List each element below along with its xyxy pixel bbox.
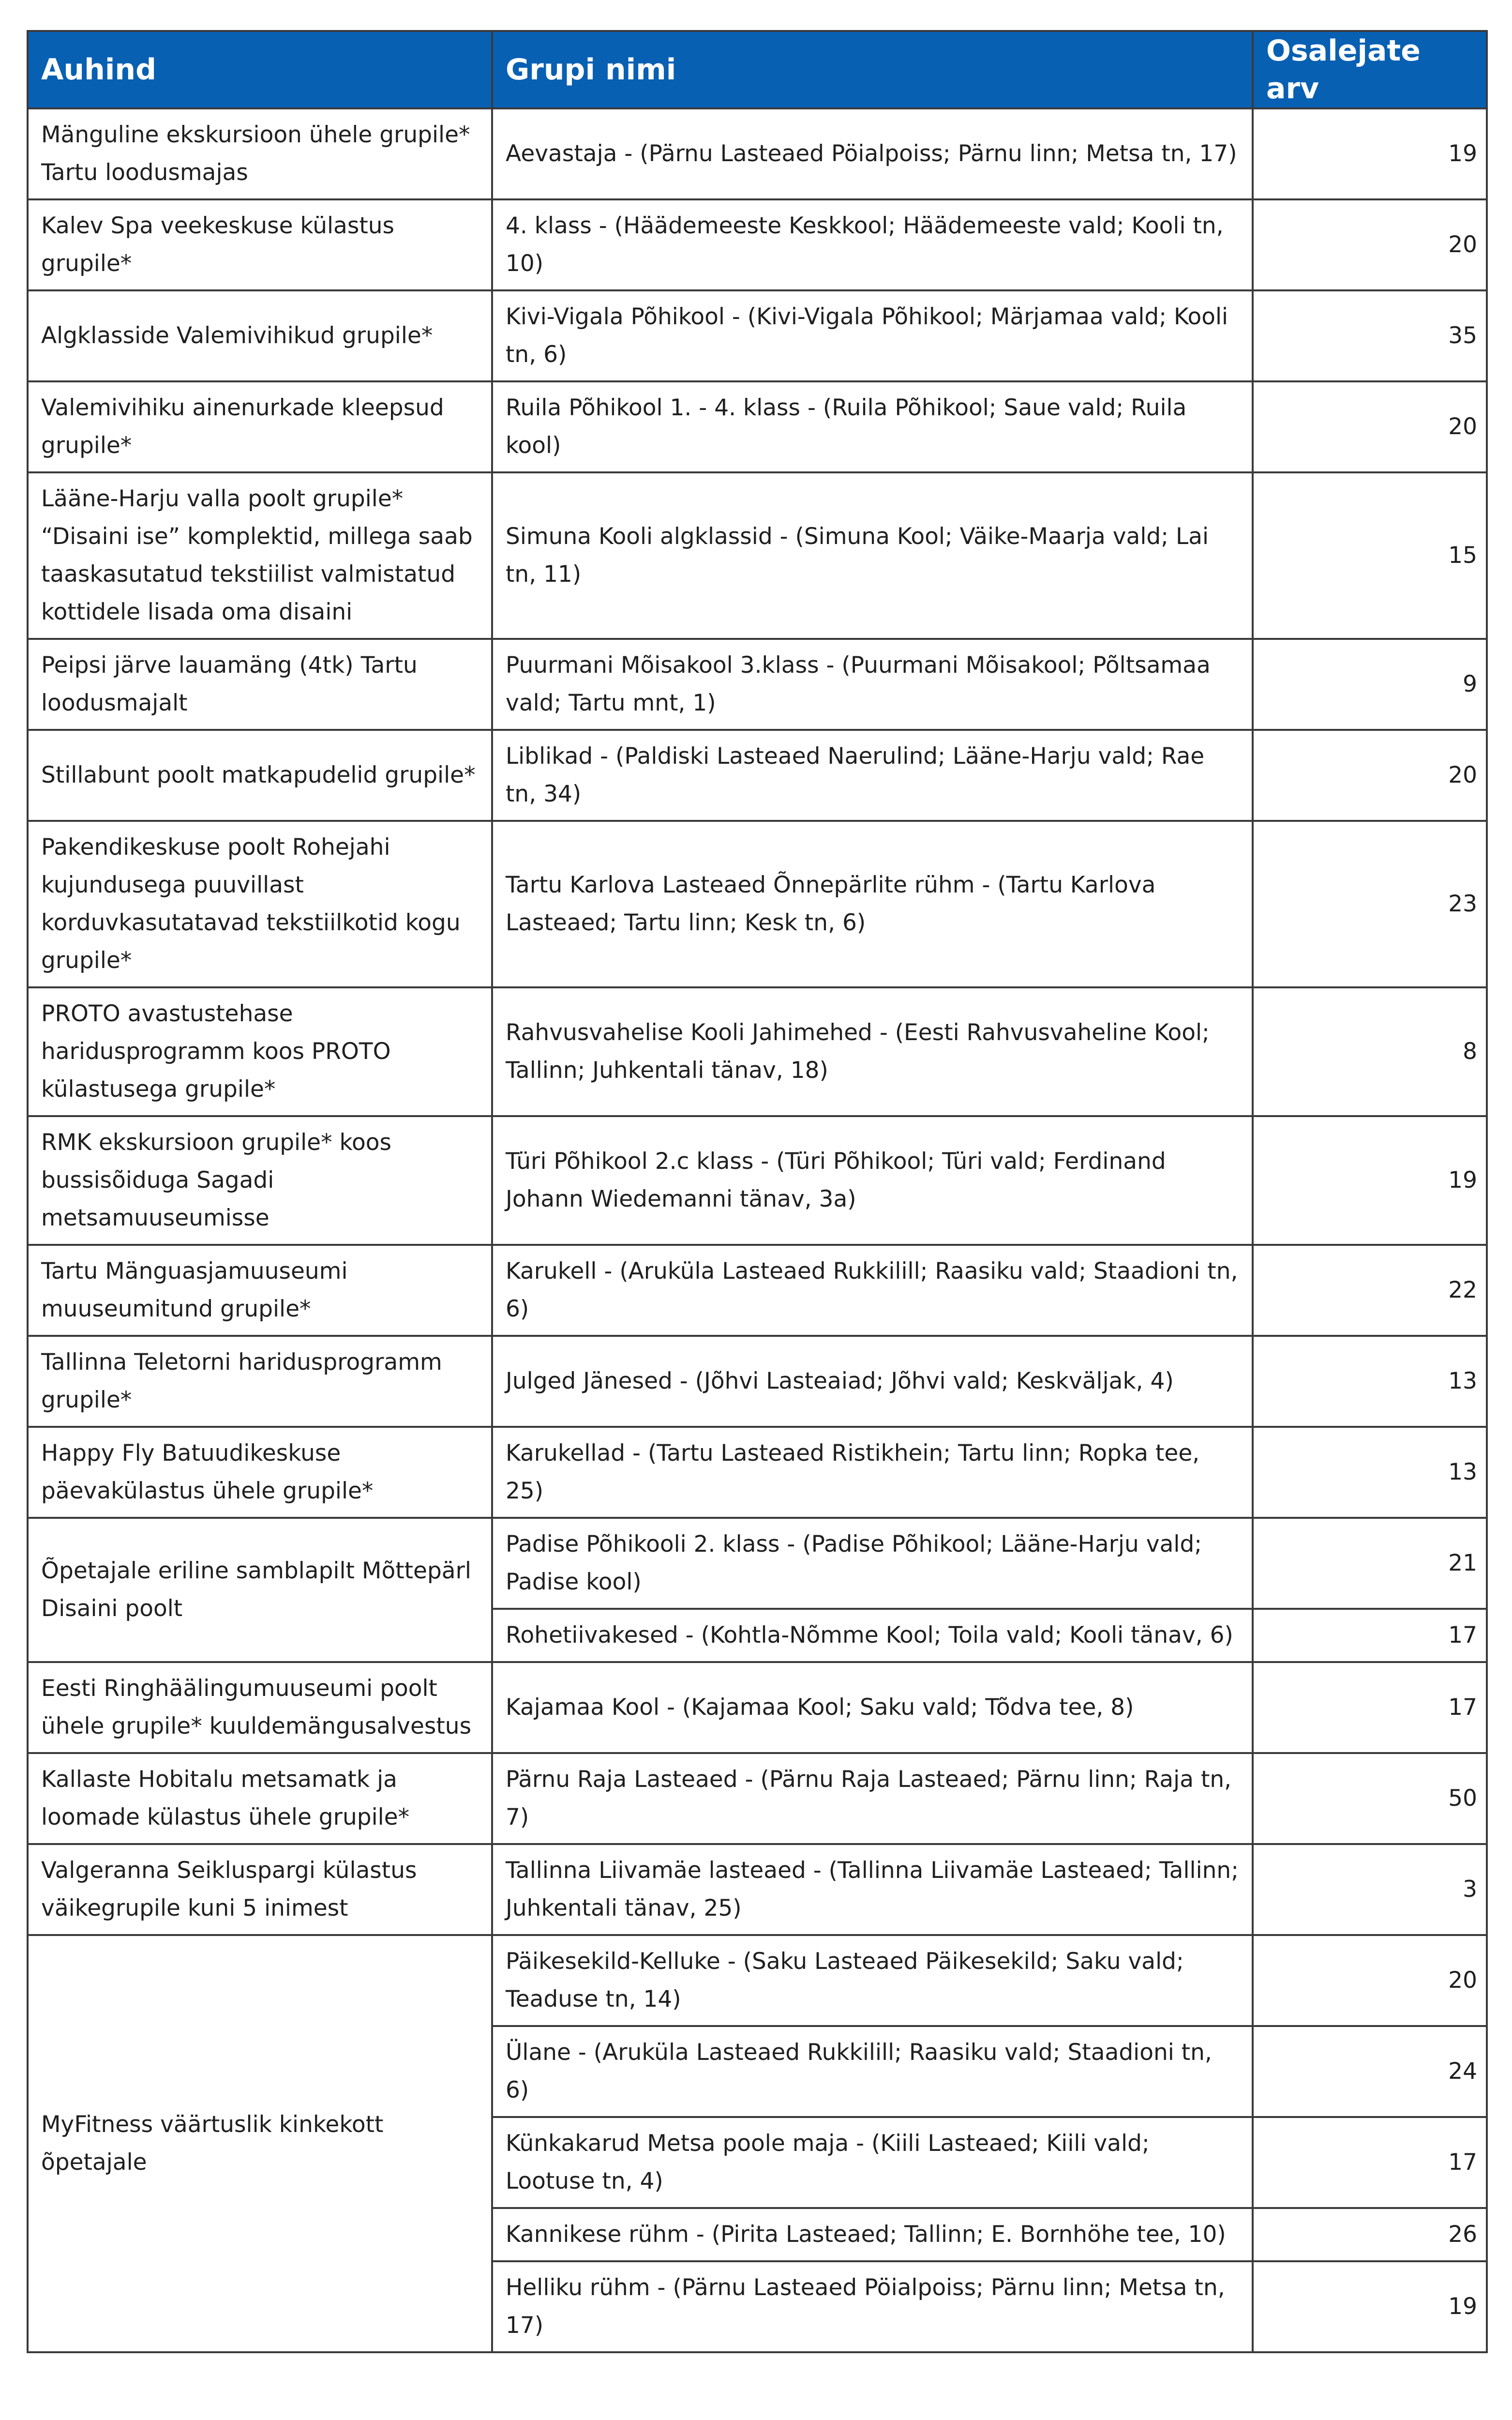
group-name-cell: Päikesekild-Kelluke - (Saku Lasteaed Päikesekild; Saku vald; Teaduse tn, 14): [492, 1935, 1253, 2026]
group-name-cell: Kivi-Vigala Põhikool - (Kivi-Vigala Põhikool; Märjamaa vald; Kooli tn, 6): [492, 290, 1253, 381]
participant-count-cell: 20: [1253, 730, 1487, 821]
prize-cell: Valemivihiku ainenurkade kleepsud grupile*: [28, 381, 492, 472]
participant-count-cell: 17: [1253, 2117, 1487, 2208]
header-prize: Auhind: [28, 31, 492, 108]
prize-cell: Pakendikeskuse poolt Rohejahi kujundusega puuvillast korduvkasutatavad tekstiilkotid kogu grupile*: [28, 821, 492, 987]
group-name-cell: Rohetiivakesed - (Kohtla-Nõmme Kool; Toila vald; Kooli tänav, 6): [492, 1609, 1253, 1662]
prize-cell: Valgeranna Seikluspargi külastus väikegrupile kuni 5 inimest: [28, 1844, 492, 1935]
table-body: [28, 108, 1487, 2352]
table-row: [28, 821, 1487, 987]
participant-count-cell: 3: [1253, 1844, 1487, 1935]
participant-count-cell: 35: [1253, 290, 1487, 381]
participant-count-cell: 21: [1253, 1518, 1487, 1609]
table-row: [28, 1753, 1487, 1844]
participant-count-cell: 13: [1253, 1427, 1487, 1518]
group-name-cell: Kannikese rühm - (Pirita Lasteaed; Tallinn; E. Bornhöhe tee, 10): [492, 2208, 1253, 2261]
participant-count-cell: 20: [1253, 199, 1487, 290]
group-name-cell: Padise Põhikooli 2. klass - (Padise Põhikool; Lääne-Harju vald; Padise kool): [492, 1518, 1253, 1609]
participant-count-cell: 20: [1253, 1935, 1487, 2026]
participant-count-cell: 50: [1253, 1753, 1487, 1844]
group-name-cell: Pärnu Raja Lasteaed - (Pärnu Raja Lasteaed; Pärnu linn; Raja tn, 7): [492, 1753, 1253, 1844]
table-row: [28, 639, 1487, 730]
prize-cell: Lääne-Harju valla poolt grupile* “Disaini ise” komplektid, millega saab taaskasutatud tekstiilist valmistatud kottidele lisada oma disaini: [28, 472, 492, 639]
table-row: [28, 1662, 1487, 1753]
prize-cell: Mänguline ekskursioon ühele grupile* Tartu loodusmajas: [28, 108, 492, 199]
participant-count-cell: 17: [1253, 1609, 1487, 1662]
group-name-cell: Karukellad - (Tartu Lasteaed Ristikhein; Tartu linn; Ropka tee, 25): [492, 1427, 1253, 1518]
table-row: [28, 1116, 1487, 1245]
group-name-cell: Karukell - (Aruküla Lasteaed Rukkilill; Raasiku vald; Staadioni tn, 6): [492, 1245, 1253, 1336]
table-row: [28, 1844, 1487, 1935]
table-row: [28, 108, 1487, 199]
prize-cell: Eesti Ringhäälingumuuseumi poolt ühele grupile* kuuldemängusalvestus: [28, 1662, 492, 1753]
table-row: [28, 1336, 1487, 1427]
participant-count-cell: 8: [1253, 987, 1487, 1116]
table-row: [28, 1245, 1487, 1336]
participant-count-cell: 20: [1253, 381, 1487, 472]
prize-cell: Peipsi järve lauamäng (4tk) Tartu loodusmajalt: [28, 639, 492, 730]
participant-count-cell: 23: [1253, 821, 1487, 987]
group-name-cell: Aevastaja - (Pärnu Lasteaed Pöialpoiss; Pärnu linn; Metsa tn, 17): [492, 108, 1253, 199]
prize-cell: PROTO avastustehase haridusprogramm koos PROTO külastusega grupile*: [28, 987, 492, 1116]
table-row: [28, 381, 1487, 472]
header-group-name: Grupi nimi: [492, 31, 1253, 108]
group-name-cell: Ruila Põhikool 1. - 4. klass - (Ruila Põhikool; Saue vald; Ruila kool): [492, 381, 1253, 472]
prize-cell: Kalev Spa veekeskuse külastus grupile*: [28, 199, 492, 290]
group-name-cell: Kajamaa Kool - (Kajamaa Kool; Saku vald; Tõdva tee, 8): [492, 1662, 1253, 1753]
table-header-row: [28, 31, 1487, 108]
group-name-cell: Puurmani Mõisakool 3.klass - (Puurmani Mõisakool; Põltsamaa vald; Tartu mnt, 1): [492, 639, 1253, 730]
group-name-cell: Tallinna Liivamäe lasteaed - (Tallinna Liivamäe Lasteaed; Tallinn; Juhkentali tänav, 25): [492, 1844, 1253, 1935]
table-row: [28, 730, 1487, 821]
group-name-cell: Helliku rühm - (Pärnu Lasteaed Pöialpoiss; Pärnu linn; Metsa tn, 17): [492, 2261, 1253, 2352]
table-row: [28, 472, 1487, 639]
prize-cell: Tartu Mänguasjamuuseumi muuseumitund grupile*: [28, 1245, 492, 1336]
prize-cell: RMK ekskursioon grupile* koos bussisõiduga Sagadi metsamuuseumisse: [28, 1116, 492, 1245]
group-name-cell: Tartu Karlova Lasteaed Õnnepärlite rühm - (Tartu Karlova Lasteaed; Tartu linn; Kesk tn, 6): [492, 821, 1253, 987]
prize-cell: Kallaste Hobitalu metsamatk ja loomade külastus ühele grupile*: [28, 1753, 492, 1844]
participant-count-cell: 9: [1253, 639, 1487, 730]
prize-cell: Õpetajale eriline samblapilt Mõttepärl Disaini poolt: [28, 1518, 492, 1662]
group-name-cell: Julged Jänesed - (Jõhvi Lasteaiad; Jõhvi vald; Keskväljak, 4): [492, 1336, 1253, 1427]
participant-count-cell: 19: [1253, 2261, 1487, 2352]
prize-cell: Stillabunt poolt matkapudelid grupile*: [28, 730, 492, 821]
header-participant-count: Osalejate arv: [1253, 31, 1487, 108]
prize-cell: MyFitness väärtuslik kinkekott õpetajale: [28, 1935, 492, 2352]
participant-count-cell: 15: [1253, 472, 1487, 639]
table-row: [28, 1427, 1487, 1518]
participant-count-cell: 22: [1253, 1245, 1487, 1336]
prize-cell: Algklasside Valemivihikud grupile*: [28, 290, 492, 381]
group-name-cell: Türi Põhikool 2.c klass - (Türi Põhikool; Türi vald; Ferdinand Johann Wiedemanni tänav, 3a): [492, 1116, 1253, 1245]
group-name-cell: Liblikad - (Paldiski Lasteaed Naerulind; Lääne-Harju vald; Rae tn, 34): [492, 730, 1253, 821]
table-row: [28, 290, 1487, 381]
prize-cell: Happy Fly Batuudikeskuse päevakülastus ühele grupile*: [28, 1427, 492, 1518]
participant-count-cell: 24: [1253, 2026, 1487, 2117]
prize-winners-table: [27, 30, 1488, 2353]
participant-count-cell: 26: [1253, 2208, 1487, 2261]
participant-count-cell: 13: [1253, 1336, 1487, 1427]
group-name-cell: Simuna Kooli algklassid - (Simuna Kool; Väike-Maarja vald; Lai tn, 11): [492, 472, 1253, 639]
participant-count-cell: 19: [1253, 1116, 1487, 1245]
prize-cell: Tallinna Teletorni haridusprogramm grupile*: [28, 1336, 492, 1427]
group-name-cell: Rahvusvahelise Kooli Jahimehed - (Eesti Rahvusvaheline Kool; Tallinn; Juhkentali tänav, 18): [492, 987, 1253, 1116]
table-row: [28, 199, 1487, 290]
table-row: [28, 987, 1487, 1116]
table-row: [28, 1518, 1487, 1609]
table-row: [28, 1935, 1487, 2026]
group-name-cell: 4. klass - (Häädemeeste Keskkool; Häädemeeste vald; Kooli tn, 10): [492, 199, 1253, 290]
group-name-cell: Ülane - (Aruküla Lasteaed Rukkilill; Raasiku vald; Staadioni tn, 6): [492, 2026, 1253, 2117]
participant-count-cell: 17: [1253, 1662, 1487, 1753]
participant-count-cell: 19: [1253, 108, 1487, 199]
group-name-cell: Künkakarud Metsa poole maja - (Kiili Lasteaed; Kiili vald; Lootuse tn, 4): [492, 2117, 1253, 2208]
